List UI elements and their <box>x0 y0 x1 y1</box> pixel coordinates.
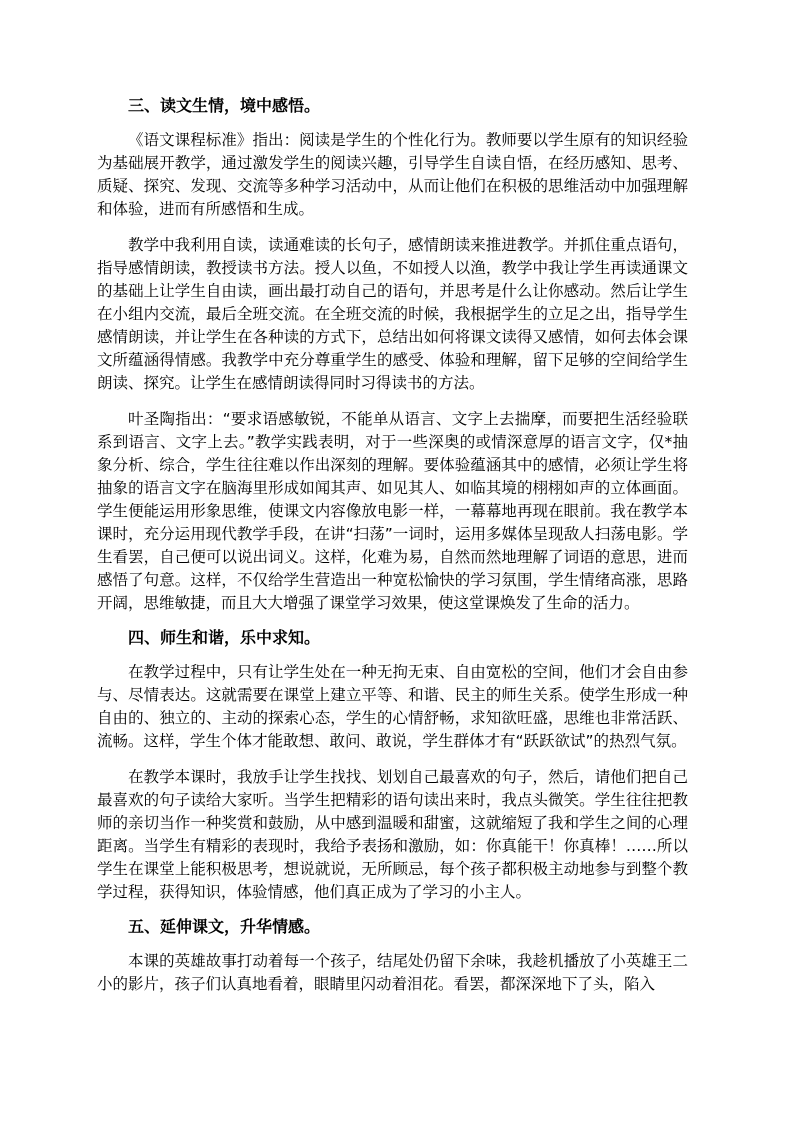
section-heading: 四、师生和谐，乐中求知。 <box>128 628 321 647</box>
section-three <box>97 94 688 615</box>
paragraph: 在教学过程中，只有让学生处在一种无拘无束、自由宽松的空间，他们才会自由参与、尽情表达。这就需要在课堂上建立平等、和谐、民主的师生关系。使学生形成一种自由的、独立的、主动的探索心态，学生的心情舒畅，求知欲旺盛，思维也非常活跃、流畅。这样，学生个体才能敢想、敢问、敢说，学生群体才有“跃跃欲试”的热烈气氛。 <box>97 663 688 750</box>
paragraph: 在教学本课时，我放手让学生找找、划划自己最喜欢的句子，然后，请他们把自己最喜欢的句子读给大家听。当学生把精彩的语句读出来时，我点头微笑。学生往往把教师的亲切当作一种奖赏和鼓励，从中感到温暖和甜蜜，这就缩短了我和学生之间的心理距离。当学生有精彩的表现时，我给予表扬和激励，如：你真能干！你真棒！……所以学生在课堂上能积极思考，想说就说，无所顾忌，每个孩子都积极主动地参与到整个教学过程，获得知识，体验情感，他们真正成为了学习的小主人。 <box>97 768 688 901</box>
section-heading: 三、读文生情，境中感悟。 <box>128 96 321 115</box>
section-four <box>97 626 688 904</box>
paragraph: 教学中我利用自读，读通难读的长句子，感情朗读来推进教学。并抓住重点语句，指导感情朗读，教授读书方法。授人以鱼，不如授人以渔，教学中我让学生再读通课文的基础上让学生自由读，画出最打动自己的语句，并思考是什么让你感动。然后让学生在小组内交流，最后全班交流。在全班交流的时候，我根据学生的立足之出，指导学生感情朗读，并让学生在各种读的方式下，总结出如何将课文读得又感情，如何去体会课文所蕴涵得情感。我教学中充分尊重学生的感受、体验和理解，留下足够的空间给学生朗读、探究。让学生在感情朗读得同时习得读书的方法。 <box>97 236 688 392</box>
paragraph: 《语文课程标准》指出：阅读是学生的个性化行为。教师要以学生原有的知识经验为基础展开教学，通过激发学生的阅读兴趣，引导学生自读自悟，在经历感知、思考、质疑、探究、发现、交流等多种学习活动中，从而让他们在积极的思维活动中加强理解和体验，进而有所感悟和生成。 <box>97 131 688 218</box>
section-five <box>97 915 688 996</box>
paragraph: 本课的英雄故事打动着每一个孩子，结尾处仍留下余味，我趁机播放了小英雄王二小的影片，孩子们认真地看着，眼睛里闪动着泪花。看罢，都深深地下了头，陷入 <box>97 952 688 993</box>
paragraph: 叶圣陶指出：“要求语感敏锐，不能单从语言、文字上去揣摩，而要把生活经验联系到语言、文字上去。”教学实践表明，对于一些深奥的或情深意厚的语言文字，仅*抽象分析、综合，学生往往难以作出深刻的理解。要体验蕴涵其中的感情，必须让学生将抽象的语言文字在脑海里形成如闻其声、如见其人、如临其境的栩栩如声的立体画面。学生便能运用形象思维，使课文内容像放电影一样，一幕幕地再现在眼前。我在教学本课时，充分运用现代教学手段，在讲“扫荡”一词时，运用多媒体呈现敌人扫荡电影。学生看罢，自己便可以说出词义。这样，化难为易，自然而然地理解了词语的意思，进而感悟了句意。这样，不仅给学生营造出一种宽松愉快的学习氛围，学生情绪高涨，思路开阔，思维敏捷，而且大大增强了课堂学习效果，使这堂课焕发了生命的活力。 <box>97 410 688 612</box>
section-heading: 五、延伸课文，升华情感。 <box>128 917 321 936</box>
